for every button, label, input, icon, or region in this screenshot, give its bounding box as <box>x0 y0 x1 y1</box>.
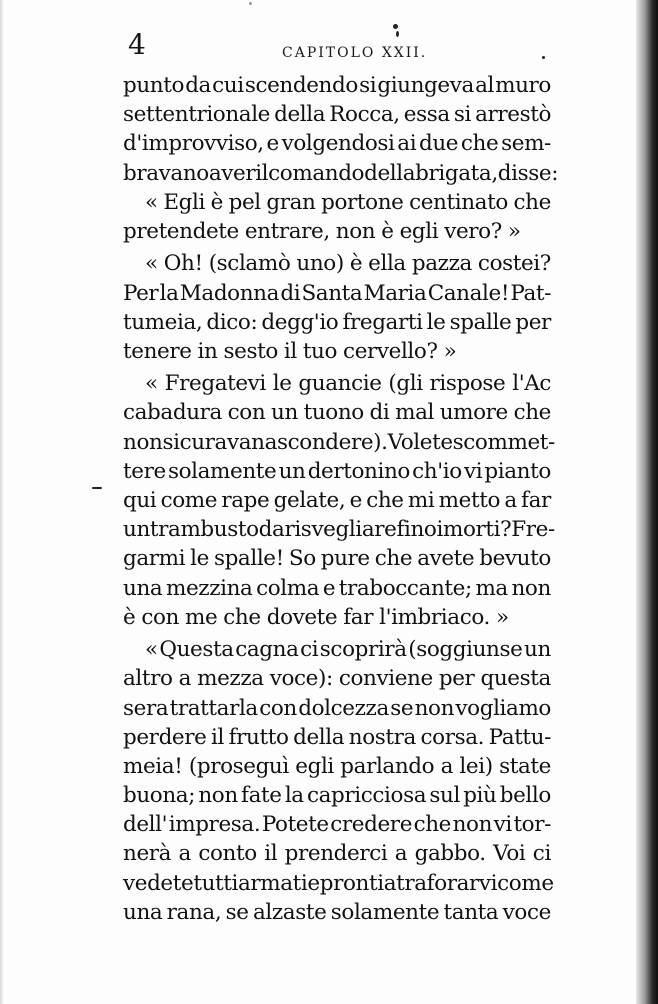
page-left-edge-shadow <box>0 0 4 1004</box>
text-line: una mezzina colma e traboccante; ma non <box>123 575 551 601</box>
text-line: è con me che dovete far l'imbriaco. » <box>123 604 509 630</box>
text-line: d'improvviso, e volgendosi ai due che sem- <box>123 131 551 157</box>
text-line: qui come rape gelate, e che mi metto a far <box>123 488 551 513</box>
text-line: sera trattarla con dolcezza se non vogliamo <box>123 695 551 721</box>
text-line: bravano aver il comando della brigata, disse: <box>123 160 559 186</box>
text-line: non si curava nascondere). Volete scommet- <box>123 429 555 455</box>
page-right-edge-shadow <box>636 0 658 1004</box>
text-line: « Fregatevi le guancie (gli rispose l'Ac <box>145 371 551 397</box>
ink-speck <box>396 31 399 37</box>
text-line: tenere in sesto il tuo cervello? » <box>123 338 457 364</box>
running-head: CAPITOLO XXII. <box>282 45 428 61</box>
text-line: altro a mezza voce): conviene per questa <box>123 666 551 692</box>
text-line: nerà a conto il prenderci a gabbo. Voi ci <box>123 841 551 867</box>
text-line: meia! (proseguì egli parlando a lei) state <box>123 753 551 779</box>
ink-speck <box>393 24 398 29</box>
text-line: « Oh! (sclamò uno) è ella pazza costei? <box>145 251 551 277</box>
text-line: buona; non fate la capricciosa sul più bello <box>123 783 551 809</box>
text-line: pretendete entrare, non è egli vero? » <box>123 218 521 244</box>
text-line: Per la Madonna di Santa Maria Canale! Pat- <box>123 280 551 306</box>
text-line: dell' impresa. Potete credere che non vi tor- <box>123 812 551 838</box>
text-line: « Egli è pel gran portone centinato che <box>145 189 551 215</box>
ink-speck <box>92 487 102 489</box>
text-line: tere solamente un dertonino ch'io vi pianto <box>123 458 551 484</box>
text-line: vedete tutti armati e pronti a traforarvi come <box>123 870 554 896</box>
text-line: un trambusto da risvegliare fino i morti? Fre- <box>123 517 555 543</box>
text-line: garmi le spalle! So pure che avete bevuto <box>123 546 551 572</box>
ink-speck <box>542 56 545 59</box>
page-number: 4 <box>128 28 146 61</box>
body-text <box>123 71 559 927</box>
ink-speck <box>249 2 252 5</box>
text-line: punto da cui scendendo si giungeva al muro <box>123 73 551 98</box>
text-line: settentrionale della Rocca, essa si arrestò <box>123 102 551 128</box>
text-line: cabadura con un tuono di mal umore che <box>123 400 551 426</box>
text-line: una rana, se alzaste solamente tanta voce <box>123 899 551 925</box>
text-line: « Questa cagna ci scoprirà (soggiunse un <box>145 637 551 663</box>
text-line: perdere il frutto della nostra corsa. Pattu- <box>123 724 551 750</box>
text-line: tumeia, dico: degg'io fregarti le spalle per <box>123 309 551 335</box>
